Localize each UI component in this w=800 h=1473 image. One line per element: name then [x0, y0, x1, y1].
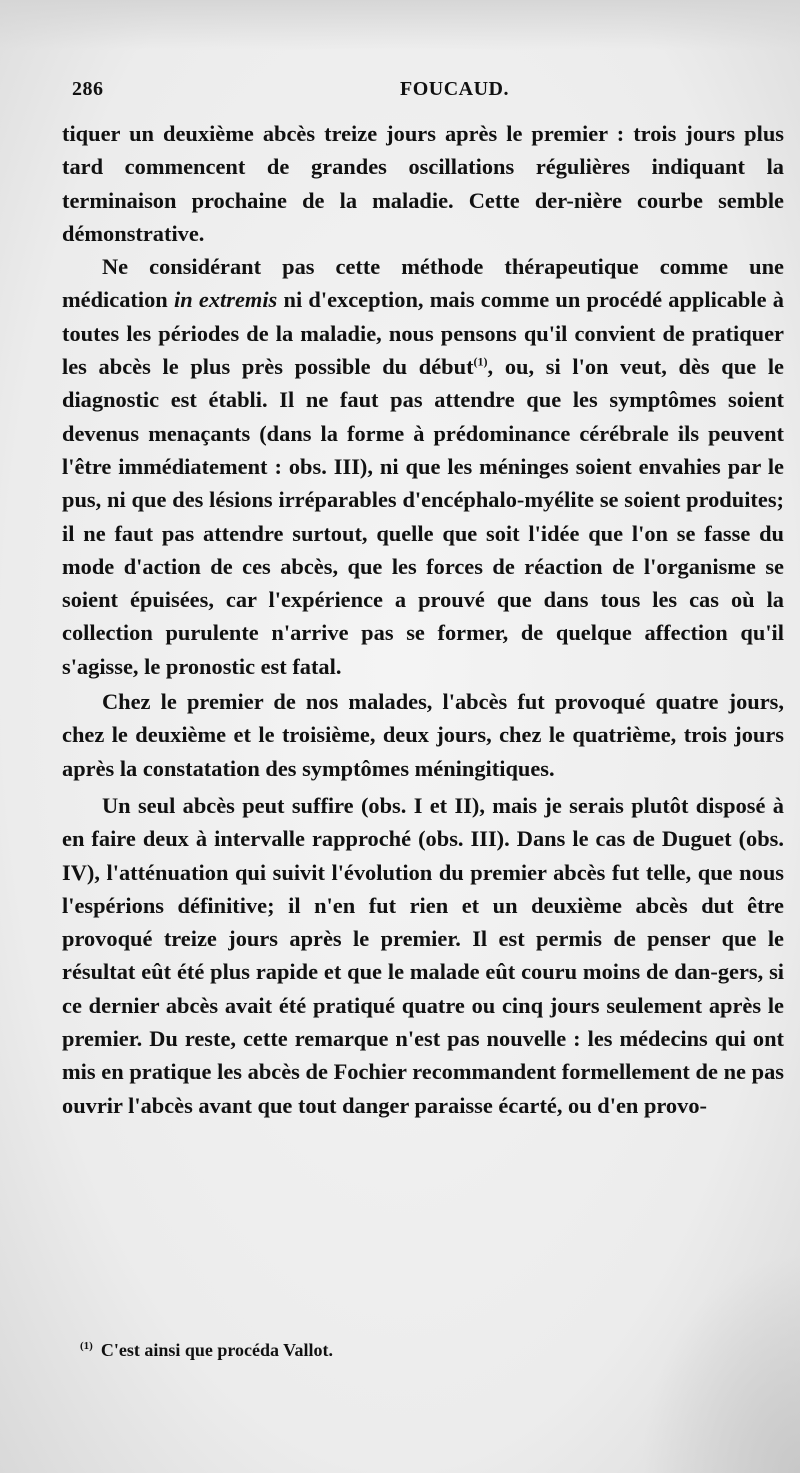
footnote [80, 1333, 760, 1363]
paragraph-text: Un seul abcès peut suffire (obs. I et II), mais je serais plutôt disposé à en faire deux à intervalle rapproché (obs. III). Dans le cas de Duguet (obs. IV), l'atténuation qui suivit l'évolution du premier abcès fut telle, que nous l'espérions définitive; il n'en fut rien et un deuxième abcès dut être provoqué treize jours après le premier. Il est permis de penser que le résultat eût été plus rapide et que le malade eût couru moins de dan-gers, si ce dernier abcès avait été pratiqué quatre ou cinq jours seulement après le premier. Du reste, cette remarque n'est pas nouvelle : les médecins qui ont mis en pratique les abcès de Fochier recommandent formellement de ne pas ouvrir l'abcès avant que tout danger paraisse écarté, ou d'en provo- [62, 792, 784, 1118]
latin-phrase: in extremis [173, 287, 278, 313]
paragraph-text: Ne considérant pas cette méthode thérapeutique comme une médication [62, 254, 784, 313]
page-number: 286 [72, 78, 104, 100]
paragraph [62, 685, 784, 785]
paragraph-text: ni d'exception, mais comme un procédé applicable à toutes les périodes de la maladie, nous pensons qu'il convient de pratiquer les abcès le plus près possible du début [62, 287, 784, 380]
paragraph-text: tiquer un deuxième abcès treize jours après le premier : trois jours plus tard commencent de grandes oscillations régulières indiquant la terminaison prochaine de la maladie. Cette der-nière courbe semble démonstrative. [62, 121, 784, 246]
footnote-text: C'est ainsi que procéda Vallot. [100, 1340, 334, 1360]
paragraph [62, 250, 784, 683]
page-corner-shadow [640, 1253, 800, 1473]
footnote-reference[interactable]: (1) [473, 354, 488, 369]
paragraph [62, 789, 784, 1122]
page-top-shadow [0, 0, 800, 50]
body-text [62, 117, 784, 1122]
paragraph-text: , ou, si l'on veut, dès que le diagnostic est établi. Il ne faut pas attendre que les symptômes soient devenus menaçants (dans la forme à prédominance cérébrale ils peuvent l'être immédiatement : obs. III), ni que les méninges soient envahies par le pus, ni que des lésions irréparables d'encéphalo-myélite se soient produites; il ne faut pas attendre surtout, quelle que soit l'idée que l'on se fasse du mode d'action de ces abcès, que les forces de réaction de l'organisme se soient épuisées, car l'expérience a prouvé que dans tous les cas où la collection purulente n'arrive pas se former, de quelque affection qu'il s'agisse, le pronostic est fatal. [62, 354, 784, 679]
running-header [72, 78, 784, 108]
paragraph-text: Chez le premier de nos malades, l'abcès fut provoqué quatre jours, chez le deuxième et le troisième, deux jours, chez le quatrième, trois jours après la constatation des symptômes méningitiques. [62, 689, 784, 781]
running-title: FOUCAUD. [400, 78, 509, 100]
paragraph-continued [62, 117, 784, 250]
footnote-marker: (1) [80, 1340, 93, 1352]
